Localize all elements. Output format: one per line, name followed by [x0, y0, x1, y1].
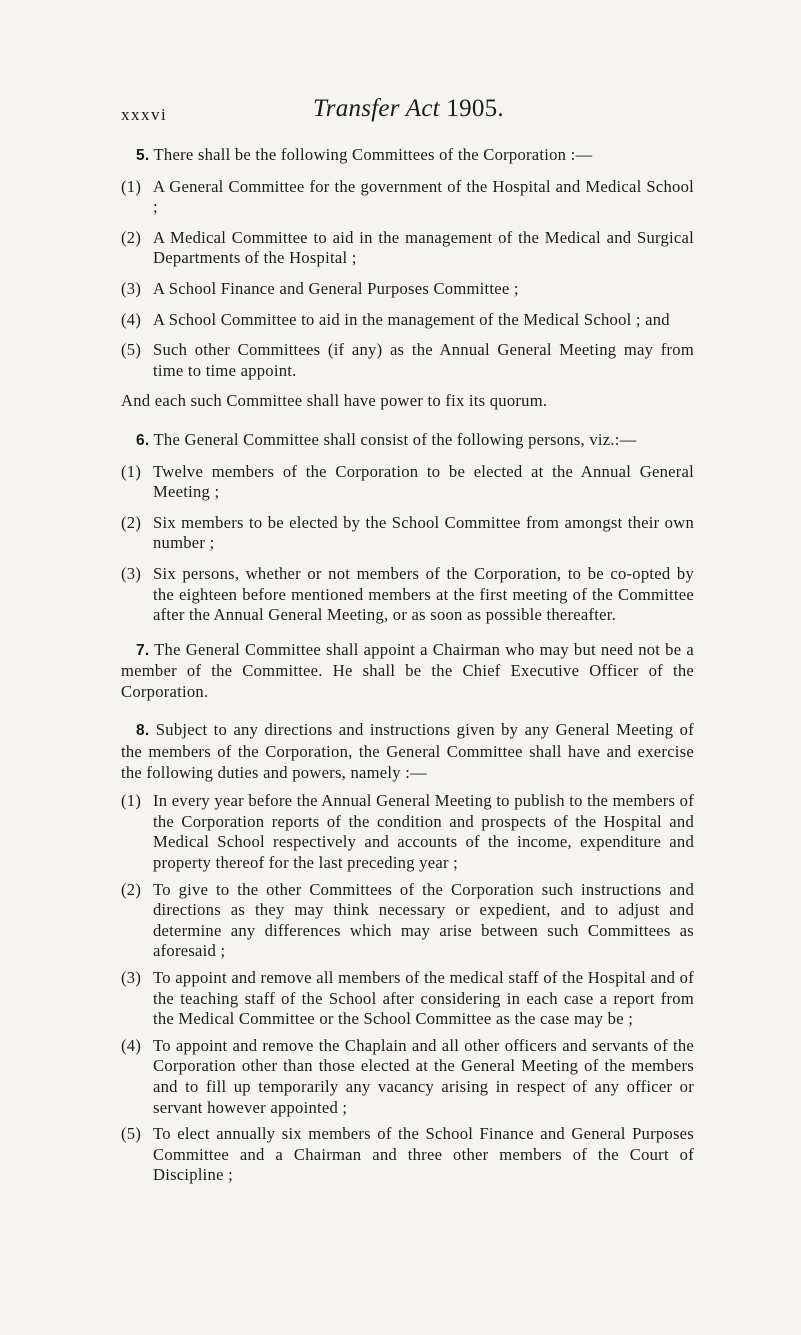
item-label: (5): [121, 1124, 142, 1144]
item-label: (3): [121, 968, 142, 987]
list-item: [121, 513, 694, 554]
item-label: (1): [121, 176, 142, 196]
section-8: [121, 720, 694, 783]
section-number: 7.: [136, 641, 150, 659]
section-7: [121, 640, 694, 703]
section-text: Subject to any directions and instructions given by any General Meeting of the members of the Corporation, the General Committee shall have and exercise the following duties and powers, namely :—: [121, 720, 694, 782]
item-text: Six members to be elected by the School Committee from amongst their own number ;: [153, 512, 694, 553]
item-text: Such other Committees (if any) as the Annual General Meeting may from time to time appoint.: [153, 340, 694, 380]
list-item: [121, 791, 694, 873]
item-label: (2): [121, 227, 142, 247]
list-item: [121, 310, 694, 331]
section-5-closing: And each such Committee shall have power to fix its quorum.: [121, 391, 548, 411]
list-item: [121, 177, 694, 218]
list-item: [121, 564, 694, 626]
running-title-year: 1905.: [446, 95, 504, 122]
item-label: (3): [121, 563, 142, 583]
item-label: (4): [121, 1035, 142, 1055]
item-text: A School Finance and General Purposes Committee ;: [153, 278, 519, 298]
item-text: To give to the other Committees of the Corporation such instructions and directions as they may think necessary or expedient, and to adjust and determine any differences which may arise between such Committees as aforesaid ;: [153, 879, 694, 961]
item-label: (1): [121, 461, 142, 481]
item-text: A General Committee for the government of the Hospital and Medical School ;: [153, 176, 694, 217]
document-body: [121, 145, 694, 1186]
item-text: To appoint and remove all members of the medical staff of the Hospital and of the teaching staff of the School after considering in each case a report from the Medical Committee or the School Committee as the case may be ;: [153, 968, 694, 1029]
item-label: (2): [121, 512, 142, 532]
list-item: [121, 228, 694, 269]
list-item: [121, 968, 694, 1030]
item-label: (3): [121, 278, 142, 298]
item-text: Twelve members of the Corporation to be elected at the Annual General Meeting ;: [153, 461, 694, 502]
section-5: [121, 145, 694, 167]
list-item: [121, 880, 694, 962]
item-label: (2): [121, 879, 142, 899]
page-number: xxxvi: [121, 105, 168, 124]
running-title: [313, 95, 504, 122]
section-number: 6.: [136, 431, 150, 449]
item-text: To elect annually six members of the School Finance and General Purposes Committee and a Chairman and three other members of the Court of Discipline ;: [153, 1124, 694, 1185]
running-header: [121, 95, 681, 133]
section-number: 5.: [136, 147, 150, 164]
item-text: A Medical Committee to aid in the management of the Medical and Surgical Departments of the Hospital ;: [153, 227, 694, 268]
item-text: A School Committee to aid in the management of the Medical School ; and: [153, 309, 670, 329]
item-label: (1): [121, 791, 142, 811]
item-label: (4): [121, 309, 142, 329]
list-item: [121, 340, 694, 381]
section-text: The General Committee shall consist of the following persons, viz.:—: [153, 429, 637, 449]
item-text: Six persons, whether or not members of the Corporation, to be co-opted by the eighteen before mentioned members at the first meeting of the Committee after the Annual General Meeting, or as soon as possible thereafter.: [153, 563, 694, 625]
list-item: [121, 279, 694, 300]
item-text: In every year before the Annual General Meeting to publish to the members of the Corporation reports of the condition and prospects of the Hospital and Medical School respectively and accounts of the income, expenditure and property thereof for the last preceding year ;: [153, 791, 694, 873]
section-text: The General Committee shall appoint a Chairman who may but need not be a member of the Committee. He shall be the Chief Executive Officer of the Corporation.: [121, 639, 694, 701]
item-text: To appoint and remove the Chaplain and all other officers and servants of the Corporation other than those elected at the General Meeting of the members and to fill up temporarily any vacancy arising in respect of any officer or servant however appointed ;: [153, 1035, 694, 1117]
item-label: (5): [121, 340, 142, 360]
list-item: [121, 462, 694, 503]
section-6: [121, 430, 694, 452]
running-title-act: Transfer Act: [313, 95, 440, 122]
list-item: [121, 1036, 694, 1118]
list-item: [121, 1124, 694, 1186]
section-text: There shall be the following Committees of the Corporation :—: [153, 145, 593, 164]
section-number: 8.: [136, 722, 150, 740]
